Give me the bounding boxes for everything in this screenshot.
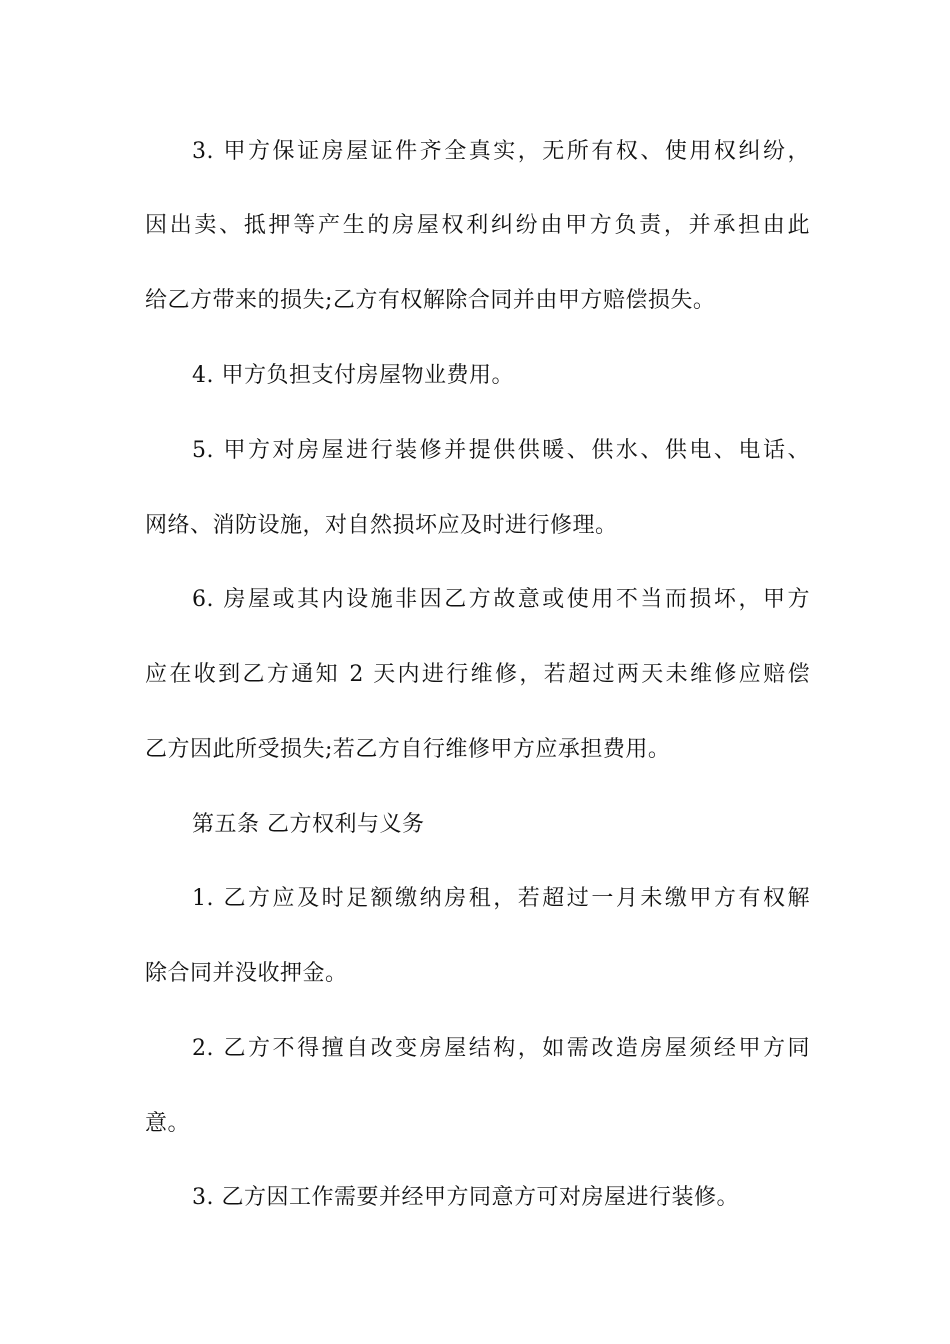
clause-line: 5. 甲方对房屋进行装修并提供供暖、供水、供电、电话、 (192, 438, 810, 463)
clause-line: 除合同并没收押金。 (145, 961, 348, 986)
section-heading: 第五条 乙方权利与义务 (192, 812, 425, 837)
clause-line: 3. 乙方因工作需要并经甲方同意方可对房屋进行装修。 (192, 1185, 739, 1210)
clause-line: 意。 (145, 1111, 191, 1136)
clause-line: 2. 乙方不得擅自改变房屋结构，如需改造房屋须经甲方同 (192, 1036, 810, 1061)
clause-line: 网络、消防设施，对自然损坏应及时进行修理。 (145, 513, 618, 538)
clause-line: 乙方因此所受损失;若乙方自行维修甲方应承担费用。 (145, 737, 671, 762)
clause-line: 4. 甲方负担支付房屋物业费用。 (192, 363, 514, 388)
clause-line: 1. 乙方应及时足额缴纳房租，若超过一月未缴甲方有权解 (192, 886, 810, 911)
clause-line: 因出卖、抵押等产生的房屋权利纠纷由甲方负责，并承担由此 (145, 213, 810, 238)
clause-line: 应在收到乙方通知 2 天内进行维修，若超过两天未维修应赔偿 (145, 662, 810, 687)
clause-line: 3. 甲方保证房屋证件齐全真实，无所有权、使用权纠纷， (192, 139, 810, 164)
clause-line: 6. 房屋或其内设施非因乙方故意或使用不当而损坏，甲方 (192, 587, 810, 612)
clause-line: 给乙方带来的损失;乙方有权解除合同并由甲方赔偿损失。 (145, 288, 716, 313)
